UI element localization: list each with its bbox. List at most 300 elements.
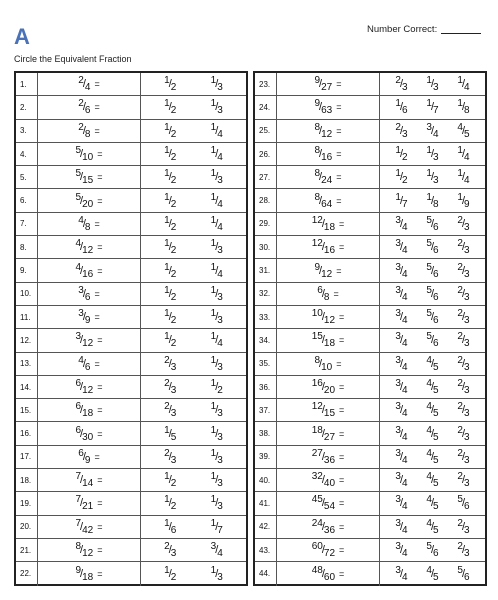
answer-choice[interactable]	[164, 98, 177, 117]
answer-choice[interactable]	[457, 191, 470, 210]
answer-choice[interactable]	[395, 401, 408, 420]
numerator: 7	[75, 494, 82, 506]
given-fraction	[311, 308, 336, 327]
problem-fraction	[38, 96, 141, 118]
answer-choice[interactable]	[164, 238, 177, 257]
answer-choice[interactable]	[395, 424, 408, 443]
numerator: 2	[457, 447, 463, 459]
fraction-slash: /	[321, 544, 325, 557]
numerator: 1	[164, 308, 170, 320]
fraction-slash: /	[430, 241, 435, 254]
fraction-slash: /	[168, 171, 172, 184]
problem-fraction	[38, 376, 141, 398]
denominator: 72	[323, 548, 336, 560]
equals-sign: =	[336, 149, 342, 160]
given-fraction	[314, 261, 333, 280]
answer-choice[interactable]	[395, 564, 408, 583]
denominator: 2	[170, 478, 177, 490]
fraction-slash: /	[399, 171, 404, 184]
numerator: 4	[426, 401, 432, 413]
answer-choice[interactable]	[164, 121, 177, 140]
fraction-slash: /	[399, 124, 404, 137]
denominator: 3	[217, 105, 223, 117]
answer-choice[interactable]	[426, 75, 439, 94]
given-fraction	[314, 98, 333, 117]
numerator: 1	[395, 98, 401, 110]
answer-choices	[380, 562, 485, 585]
answer-choice[interactable]	[457, 145, 470, 164]
answer-choice[interactable]	[164, 541, 177, 560]
answer-choice[interactable]	[426, 145, 439, 164]
answer-choice[interactable]	[426, 168, 439, 187]
equals-sign: =	[97, 382, 103, 392]
fraction-slash: /	[82, 101, 86, 114]
answer-choice[interactable]	[210, 238, 223, 257]
answer-choice[interactable]	[395, 284, 408, 303]
answer-choice[interactable]	[395, 378, 408, 396]
numerator: 3	[395, 447, 401, 459]
answer-choice[interactable]	[457, 401, 470, 420]
denominator: 3	[464, 478, 470, 490]
denominator: 18	[323, 338, 336, 350]
answer-choice[interactable]	[457, 354, 470, 373]
given-fraction	[75, 378, 94, 396]
answer-choice[interactable]	[426, 98, 439, 117]
equals-sign: =	[97, 545, 103, 556]
numerator: 1	[210, 145, 217, 157]
denominator: 3	[464, 431, 470, 443]
denominator: 20	[323, 385, 336, 396]
denominator: 3	[217, 245, 223, 257]
answer-choice[interactable]	[164, 494, 177, 513]
answer-choice[interactable]	[395, 471, 408, 490]
answer-choices	[141, 306, 246, 328]
answer-choice[interactable]	[164, 75, 177, 94]
given-fraction	[311, 424, 336, 443]
numerator: 3	[395, 214, 401, 226]
problem-number: 6.	[16, 189, 38, 211]
answer-choice[interactable]	[395, 238, 408, 257]
answer-choice[interactable]	[426, 238, 439, 257]
denominator: 3	[217, 315, 223, 327]
denominator: 9	[464, 198, 470, 210]
answer-choice[interactable]	[210, 331, 223, 350]
answer-choice[interactable]	[457, 378, 470, 396]
answer-choice[interactable]	[164, 331, 177, 350]
answer-choices	[380, 166, 485, 188]
fraction-slash: /	[461, 311, 466, 324]
answer-choice[interactable]	[164, 168, 177, 187]
answer-choice[interactable]	[457, 564, 470, 583]
answer-choices	[141, 73, 246, 95]
problem-row	[16, 96, 246, 119]
answer-choice[interactable]	[395, 541, 408, 560]
answer-choices	[141, 562, 246, 585]
numerator: 1	[210, 284, 217, 296]
fraction-slash: /	[82, 287, 86, 300]
answer-choice[interactable]	[457, 308, 470, 327]
numerator: 6	[317, 284, 323, 296]
fraction-slash: /	[399, 497, 404, 510]
denominator: 6	[84, 291, 91, 303]
numerator: 1	[164, 238, 170, 250]
fraction-slash: /	[399, 148, 404, 161]
fraction-slash: /	[80, 474, 84, 487]
answer-choice[interactable]	[164, 517, 177, 536]
fraction-slash: /	[321, 474, 325, 487]
answer-choice[interactable]	[395, 191, 408, 210]
answer-choice[interactable]	[210, 447, 223, 466]
denominator: 4	[402, 268, 408, 280]
answer-choice[interactable]	[457, 424, 470, 443]
fraction-slash: /	[399, 334, 404, 347]
answer-choice[interactable]	[210, 308, 223, 327]
numerator: 5	[457, 494, 463, 506]
answer-choice[interactable]	[457, 284, 470, 303]
answer-choice[interactable]	[426, 494, 439, 513]
answer-choice[interactable]	[210, 284, 223, 303]
problem-number: 38.	[255, 422, 277, 444]
answer-choice[interactable]	[210, 121, 223, 140]
answer-choice[interactable]	[426, 424, 439, 443]
fraction-slash: /	[168, 381, 172, 393]
answer-choice[interactable]	[426, 284, 439, 303]
denominator: 16	[321, 152, 333, 164]
fraction-slash: /	[461, 404, 466, 417]
numerator: 4	[78, 354, 84, 366]
answer-choice[interactable]	[395, 214, 408, 233]
answer-choice[interactable]	[426, 541, 439, 560]
answer-choice[interactable]	[426, 214, 439, 233]
denominator: 9	[84, 454, 91, 466]
problem-number: 1.	[16, 73, 38, 95]
denominator: 4	[402, 571, 408, 583]
given-fraction	[78, 354, 91, 373]
denominator: 6	[433, 291, 439, 303]
answer-choice[interactable]	[426, 517, 439, 536]
answer-choice[interactable]	[395, 261, 408, 280]
numerator: 27	[311, 447, 323, 459]
fraction-slash: /	[215, 567, 219, 580]
answer-choice[interactable]	[426, 471, 439, 490]
answer-choice[interactable]	[210, 471, 223, 490]
answer-choice[interactable]	[395, 494, 408, 513]
answer-choice[interactable]	[426, 191, 439, 210]
problem-row	[16, 213, 246, 236]
problem-number: 9.	[16, 259, 38, 281]
problem-row	[16, 236, 246, 259]
answer-choice[interactable]	[457, 168, 470, 187]
answer-choice[interactable]	[164, 145, 177, 164]
answer-choices	[141, 96, 246, 118]
fraction-slash: /	[461, 544, 466, 557]
problem-fraction	[38, 492, 141, 514]
answer-choice[interactable]	[210, 191, 223, 210]
numerator: 3	[395, 424, 401, 436]
numerator: 5	[426, 284, 432, 296]
answer-choice[interactable]	[164, 308, 177, 327]
answer-choice[interactable]	[395, 354, 408, 373]
equals-sign: =	[336, 195, 342, 206]
numerator: 1	[210, 401, 217, 413]
answer-choice[interactable]	[426, 378, 439, 396]
denominator: 4	[433, 128, 439, 140]
problem-number: 21.	[16, 539, 38, 561]
problem-fraction	[38, 236, 141, 258]
equals-sign: =	[94, 79, 100, 90]
denominator: 12	[321, 128, 333, 140]
denominator: 10	[321, 361, 333, 373]
fraction-slash: /	[430, 404, 435, 417]
answer-choice[interactable]	[457, 494, 470, 513]
problem-number: 40.	[255, 469, 277, 491]
fraction-slash: /	[461, 78, 466, 91]
answer-choice[interactable]	[426, 261, 439, 280]
answer-choice[interactable]	[457, 471, 470, 490]
answer-choices	[141, 236, 246, 258]
answer-choice[interactable]	[395, 331, 408, 350]
answer-choice[interactable]	[457, 541, 470, 560]
fraction-slash: /	[215, 171, 219, 184]
answer-choice[interactable]	[164, 378, 177, 396]
problem-row	[255, 189, 485, 212]
fraction-slash: /	[215, 357, 219, 370]
given-fraction	[78, 447, 91, 466]
answer-choice[interactable]	[164, 214, 177, 233]
answer-choice[interactable]	[210, 98, 223, 117]
problem-number: 4.	[16, 143, 38, 165]
problem-fraction	[38, 469, 141, 491]
numerator: 8	[314, 168, 321, 180]
numerator: 2	[78, 75, 84, 87]
answer-choice[interactable]	[164, 401, 177, 420]
problem-number: 22.	[16, 562, 38, 585]
answer-choice[interactable]	[457, 447, 470, 466]
denominator: 3	[217, 478, 223, 490]
numerator: 1	[395, 168, 401, 180]
denominator: 3	[464, 408, 470, 420]
answer-choice[interactable]	[164, 191, 177, 210]
answer-choice[interactable]	[210, 401, 223, 420]
equals-sign: =	[339, 218, 345, 229]
fraction-slash: /	[215, 450, 219, 463]
answer-choice[interactable]	[164, 447, 177, 466]
fraction-slash: /	[80, 427, 84, 440]
answer-choice[interactable]	[210, 494, 223, 513]
fraction-slash: /	[461, 567, 466, 580]
problem-row	[16, 166, 246, 189]
denominator: 10	[82, 152, 94, 164]
answer-choice[interactable]	[457, 121, 470, 140]
answer-choice[interactable]	[395, 308, 408, 327]
numerator: 1	[210, 238, 217, 250]
answer-choice[interactable]	[210, 378, 223, 396]
numerator: 2	[78, 98, 84, 110]
equals-sign: =	[339, 382, 345, 392]
denominator: 4	[217, 152, 223, 164]
denominator: 8	[84, 221, 91, 233]
answer-choice[interactable]	[210, 517, 223, 536]
fraction-slash: /	[215, 497, 219, 510]
equals-sign: =	[339, 405, 345, 416]
answer-choice[interactable]	[210, 145, 223, 164]
answer-choice[interactable]	[164, 564, 177, 583]
numerator: 1	[426, 168, 432, 180]
denominator: 2	[170, 82, 177, 94]
answer-choice[interactable]	[426, 564, 439, 583]
fraction-slash: /	[399, 567, 404, 580]
denominator: 3	[217, 571, 223, 583]
answer-choice[interactable]	[210, 354, 223, 373]
problem-number: 28.	[255, 189, 277, 211]
fraction-slash: /	[215, 544, 219, 557]
numerator: 1	[164, 214, 170, 226]
numerator: 1	[210, 354, 217, 366]
fraction-slash: /	[82, 217, 86, 230]
answer-choice[interactable]	[457, 517, 470, 536]
problem-row	[255, 446, 485, 469]
fraction-slash: /	[168, 427, 172, 440]
numerator: 3	[395, 308, 401, 320]
problem-number: 44.	[255, 562, 277, 585]
numerator: 9	[314, 98, 321, 110]
answer-choice[interactable]	[395, 75, 408, 94]
answer-choice[interactable]	[457, 75, 470, 94]
denominator: 6	[402, 105, 408, 117]
answer-choice[interactable]	[457, 261, 470, 280]
numerator: 1	[210, 517, 217, 529]
numerator: 1	[164, 191, 170, 203]
answer-choices	[380, 259, 485, 281]
answer-choice[interactable]	[426, 447, 439, 466]
equals-sign: =	[339, 242, 345, 253]
denominator: 5	[433, 385, 439, 396]
numerator: 2	[457, 284, 463, 296]
answer-choice[interactable]	[426, 354, 439, 373]
equals-sign: =	[339, 475, 345, 486]
answer-choice[interactable]	[426, 308, 439, 327]
denominator: 3	[217, 501, 223, 513]
problem-row	[255, 96, 485, 119]
denominator: 2	[170, 152, 177, 164]
problem-table-right	[253, 71, 487, 586]
answer-choice[interactable]	[395, 145, 408, 164]
answer-choice[interactable]	[426, 401, 439, 420]
answer-choice[interactable]	[457, 238, 470, 257]
fraction-slash: /	[80, 194, 84, 207]
answer-choice[interactable]	[395, 121, 408, 140]
answer-choice[interactable]	[210, 541, 223, 560]
problem-row	[16, 562, 246, 585]
numerator: 1	[210, 121, 217, 133]
numerator: 1	[164, 564, 170, 576]
numerator: 1	[164, 284, 170, 296]
equals-sign: =	[94, 125, 100, 136]
answer-choice[interactable]	[426, 121, 439, 140]
number-correct-blank[interactable]	[441, 33, 481, 34]
denominator: 4	[464, 82, 470, 94]
numerator: 2	[164, 541, 170, 553]
numerator: 3	[395, 261, 401, 273]
numerator: 4	[457, 121, 463, 133]
answer-choice[interactable]	[164, 261, 177, 280]
answer-choice[interactable]	[210, 564, 223, 583]
fraction-slash: /	[215, 264, 219, 277]
answer-choice[interactable]	[426, 331, 439, 350]
numerator: 1	[164, 471, 170, 483]
fraction-slash: /	[215, 101, 219, 114]
denominator: 3	[217, 82, 223, 94]
answer-choice[interactable]	[210, 168, 223, 187]
answer-choice[interactable]	[457, 214, 470, 233]
problem-fraction	[277, 353, 380, 375]
answer-choice[interactable]	[395, 98, 408, 117]
denominator: 2	[170, 175, 177, 187]
problem-row	[255, 539, 485, 562]
problem-fraction	[38, 283, 141, 305]
answer-choice[interactable]	[210, 75, 223, 94]
numerator: 1	[395, 191, 401, 203]
denominator: 54	[323, 501, 336, 513]
answer-choices	[380, 120, 485, 142]
problem-number: 33.	[255, 306, 277, 328]
fraction-slash: /	[321, 567, 325, 580]
answer-choice[interactable]	[395, 447, 408, 466]
problem-number: 34.	[255, 329, 277, 351]
answer-choice[interactable]	[164, 471, 177, 490]
problem-fraction	[277, 469, 380, 491]
fraction-slash: /	[399, 217, 404, 230]
fraction-slash: /	[430, 78, 435, 91]
numerator: 1	[210, 378, 217, 389]
answer-choice[interactable]	[164, 284, 177, 303]
fraction-slash: /	[319, 101, 323, 114]
fraction-slash: /	[399, 474, 404, 487]
denominator: 3	[170, 408, 177, 420]
denominator: 21	[82, 501, 94, 513]
numerator: 5	[426, 541, 432, 553]
numerator: 1	[210, 471, 217, 483]
answer-choice[interactable]	[395, 517, 408, 536]
answer-choice[interactable]	[395, 168, 408, 187]
answer-choice[interactable]	[457, 331, 470, 350]
denominator: 7	[433, 105, 439, 117]
answer-choice[interactable]	[164, 354, 177, 373]
numerator: 3	[78, 308, 84, 320]
numerator: 1	[457, 75, 463, 87]
numerator: 6	[75, 424, 82, 436]
denominator: 4	[464, 152, 470, 164]
fraction-slash: /	[168, 264, 172, 277]
numerator: 1	[426, 98, 432, 110]
answer-choice[interactable]	[457, 98, 470, 117]
problem-number: 15.	[16, 399, 38, 421]
given-fraction	[75, 517, 94, 536]
fraction-slash: /	[461, 381, 466, 393]
numerator: 18	[311, 424, 323, 436]
answer-choice[interactable]	[210, 424, 223, 443]
numerator: 5	[426, 261, 432, 273]
answer-choice[interactable]	[210, 261, 223, 280]
denominator: 3	[464, 268, 470, 280]
problem-table-left	[14, 71, 248, 586]
problem-number: 25.	[255, 120, 277, 142]
answer-choice[interactable]	[164, 424, 177, 443]
given-fraction	[314, 168, 333, 187]
answer-choice[interactable]	[210, 214, 223, 233]
fraction-slash: /	[168, 497, 172, 510]
problem-fraction	[38, 329, 141, 351]
